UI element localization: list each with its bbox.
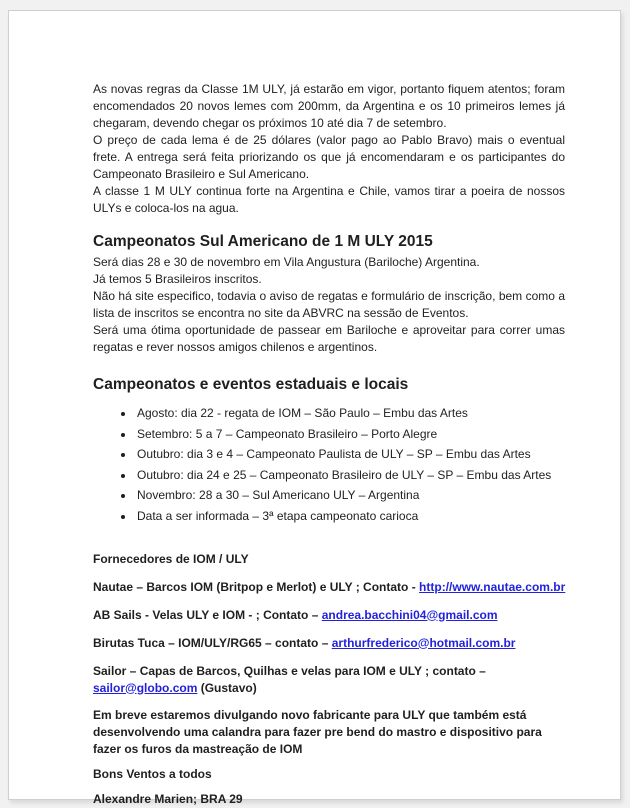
- event-list-item: • Outubro: dia 3 e 4 – Campeonato Paulista de ULY – SP – Embu das Artes: [135, 446, 565, 463]
- paragraph: Em breve estaremos divulgando novo fabricante para ULY que também está desenvolvendo uma calandra para fazer pre bend do mastro e dispositivo para fazer os furos da mastreação de IOM: [93, 707, 542, 756]
- supplier-text: Nautae – Barcos IOM (Britpop e Merlot) e ULY ; Contato -: [93, 579, 420, 594]
- paragraph: A classe 1 M ULY continua forte na Argentina e Chile, vamos tirar a poeira de nossos ULYs e coloca-los na agua.: [93, 184, 565, 215]
- section-heading-estaduais: Campeonatos e eventos estaduais e locais: [93, 376, 409, 393]
- event-list-item: • Setembro: 5 a 7 – Campeonato Brasileiro – Porto Alegre: [135, 426, 565, 443]
- event-list-item: • Novembro: 28 a 30 – Sul Americano ULY – Argentina: [135, 487, 565, 504]
- supplier-text: AB Sails - Velas ULY e IOM - ; Contato –: [93, 607, 322, 622]
- paragraph: Já temos 5 Brasileiros inscritos.: [93, 272, 262, 286]
- supplier-line: [93, 663, 571, 697]
- suppliers-section: [93, 551, 565, 697]
- paragraph: Será uma ótima oportunidade de passear em Bariloche e aproveitar para correr umas regatas e rever nossos amigos chilenos e argentinos.: [93, 323, 565, 354]
- sul-americano-paragraphs: [93, 254, 565, 356]
- supplier-link[interactable]: http://www.nautae.com.br: [419, 579, 566, 594]
- supplier-suffix: (Gustavo): [197, 680, 257, 695]
- events-bullet-list: [93, 405, 565, 525]
- paragraph: Não há site especifico, todavia o aviso de regatas e formulário de inscrição, bem como a lista de inscritos se encontra no site da ABVRC na sessão de Eventos.: [93, 289, 565, 320]
- supplier-line: [93, 607, 571, 624]
- document-content: [93, 81, 565, 808]
- supplier-link[interactable]: andrea.bacchini04@gmail.com: [321, 607, 498, 622]
- suppliers-heading: Fornecedores de IOM / ULY: [93, 551, 249, 566]
- paragraph: Alexandre Marien; BRA 29: [93, 791, 243, 806]
- event-list-item: • Outubro: dia 24 e 25 – Campeonato Brasileiro de ULY – SP – Embu das Artes: [135, 467, 565, 484]
- event-list-item: • Agosto: dia 22 - regata de IOM – São Paulo – Embu das Artes: [135, 405, 565, 422]
- supplier-link[interactable]: sailor@globo.com: [93, 680, 198, 695]
- paragraph: As novas regras da Classe 1M ULY, já estarão em vigor, portanto fiquem atentos; foram encomendados 20 novos lemes com 200mm, da Argentina e os 10 primeiros lemes já chegaram, devendo chegar os próximos 10 até dia 7 de setembro.: [93, 82, 565, 130]
- supplier-text: Sailor – Capas de Barcos, Quilhas e velas para IOM e ULY ; contato –: [93, 663, 486, 678]
- section-heading-sul-americano: Campeonatos Sul Americano de 1 M ULY 2015: [93, 233, 433, 250]
- paragraph: O preço de cada lema é de 25 dólares (valor pago ao Pablo Bravo) mais o eventual frete. A entrega será feita priorizando os que já encomendaram e os participantes do Campeonato Brasileiro e Sul Americano.: [93, 133, 565, 181]
- intro-paragraphs: [93, 81, 565, 217]
- supplier-link[interactable]: arthurfrederico@hotmail.com.br: [331, 635, 516, 650]
- event-list-item: • Data a ser informada – 3ª etapa campeonato carioca: [135, 508, 565, 525]
- paragraph: Bons Ventos a todos: [93, 766, 212, 781]
- closing-paragraphs: [93, 707, 565, 808]
- supplier-line: [93, 635, 571, 652]
- supplier-line: [93, 579, 571, 596]
- document-page: [8, 10, 621, 806]
- suppliers-list: [93, 579, 565, 697]
- paragraph: Será dias 28 e 30 de novembro em Vila Angustura (Bariloche) Argentina.: [93, 255, 480, 269]
- supplier-text: Birutas Tuca – IOM/ULY/RG65 – contato –: [93, 635, 332, 650]
